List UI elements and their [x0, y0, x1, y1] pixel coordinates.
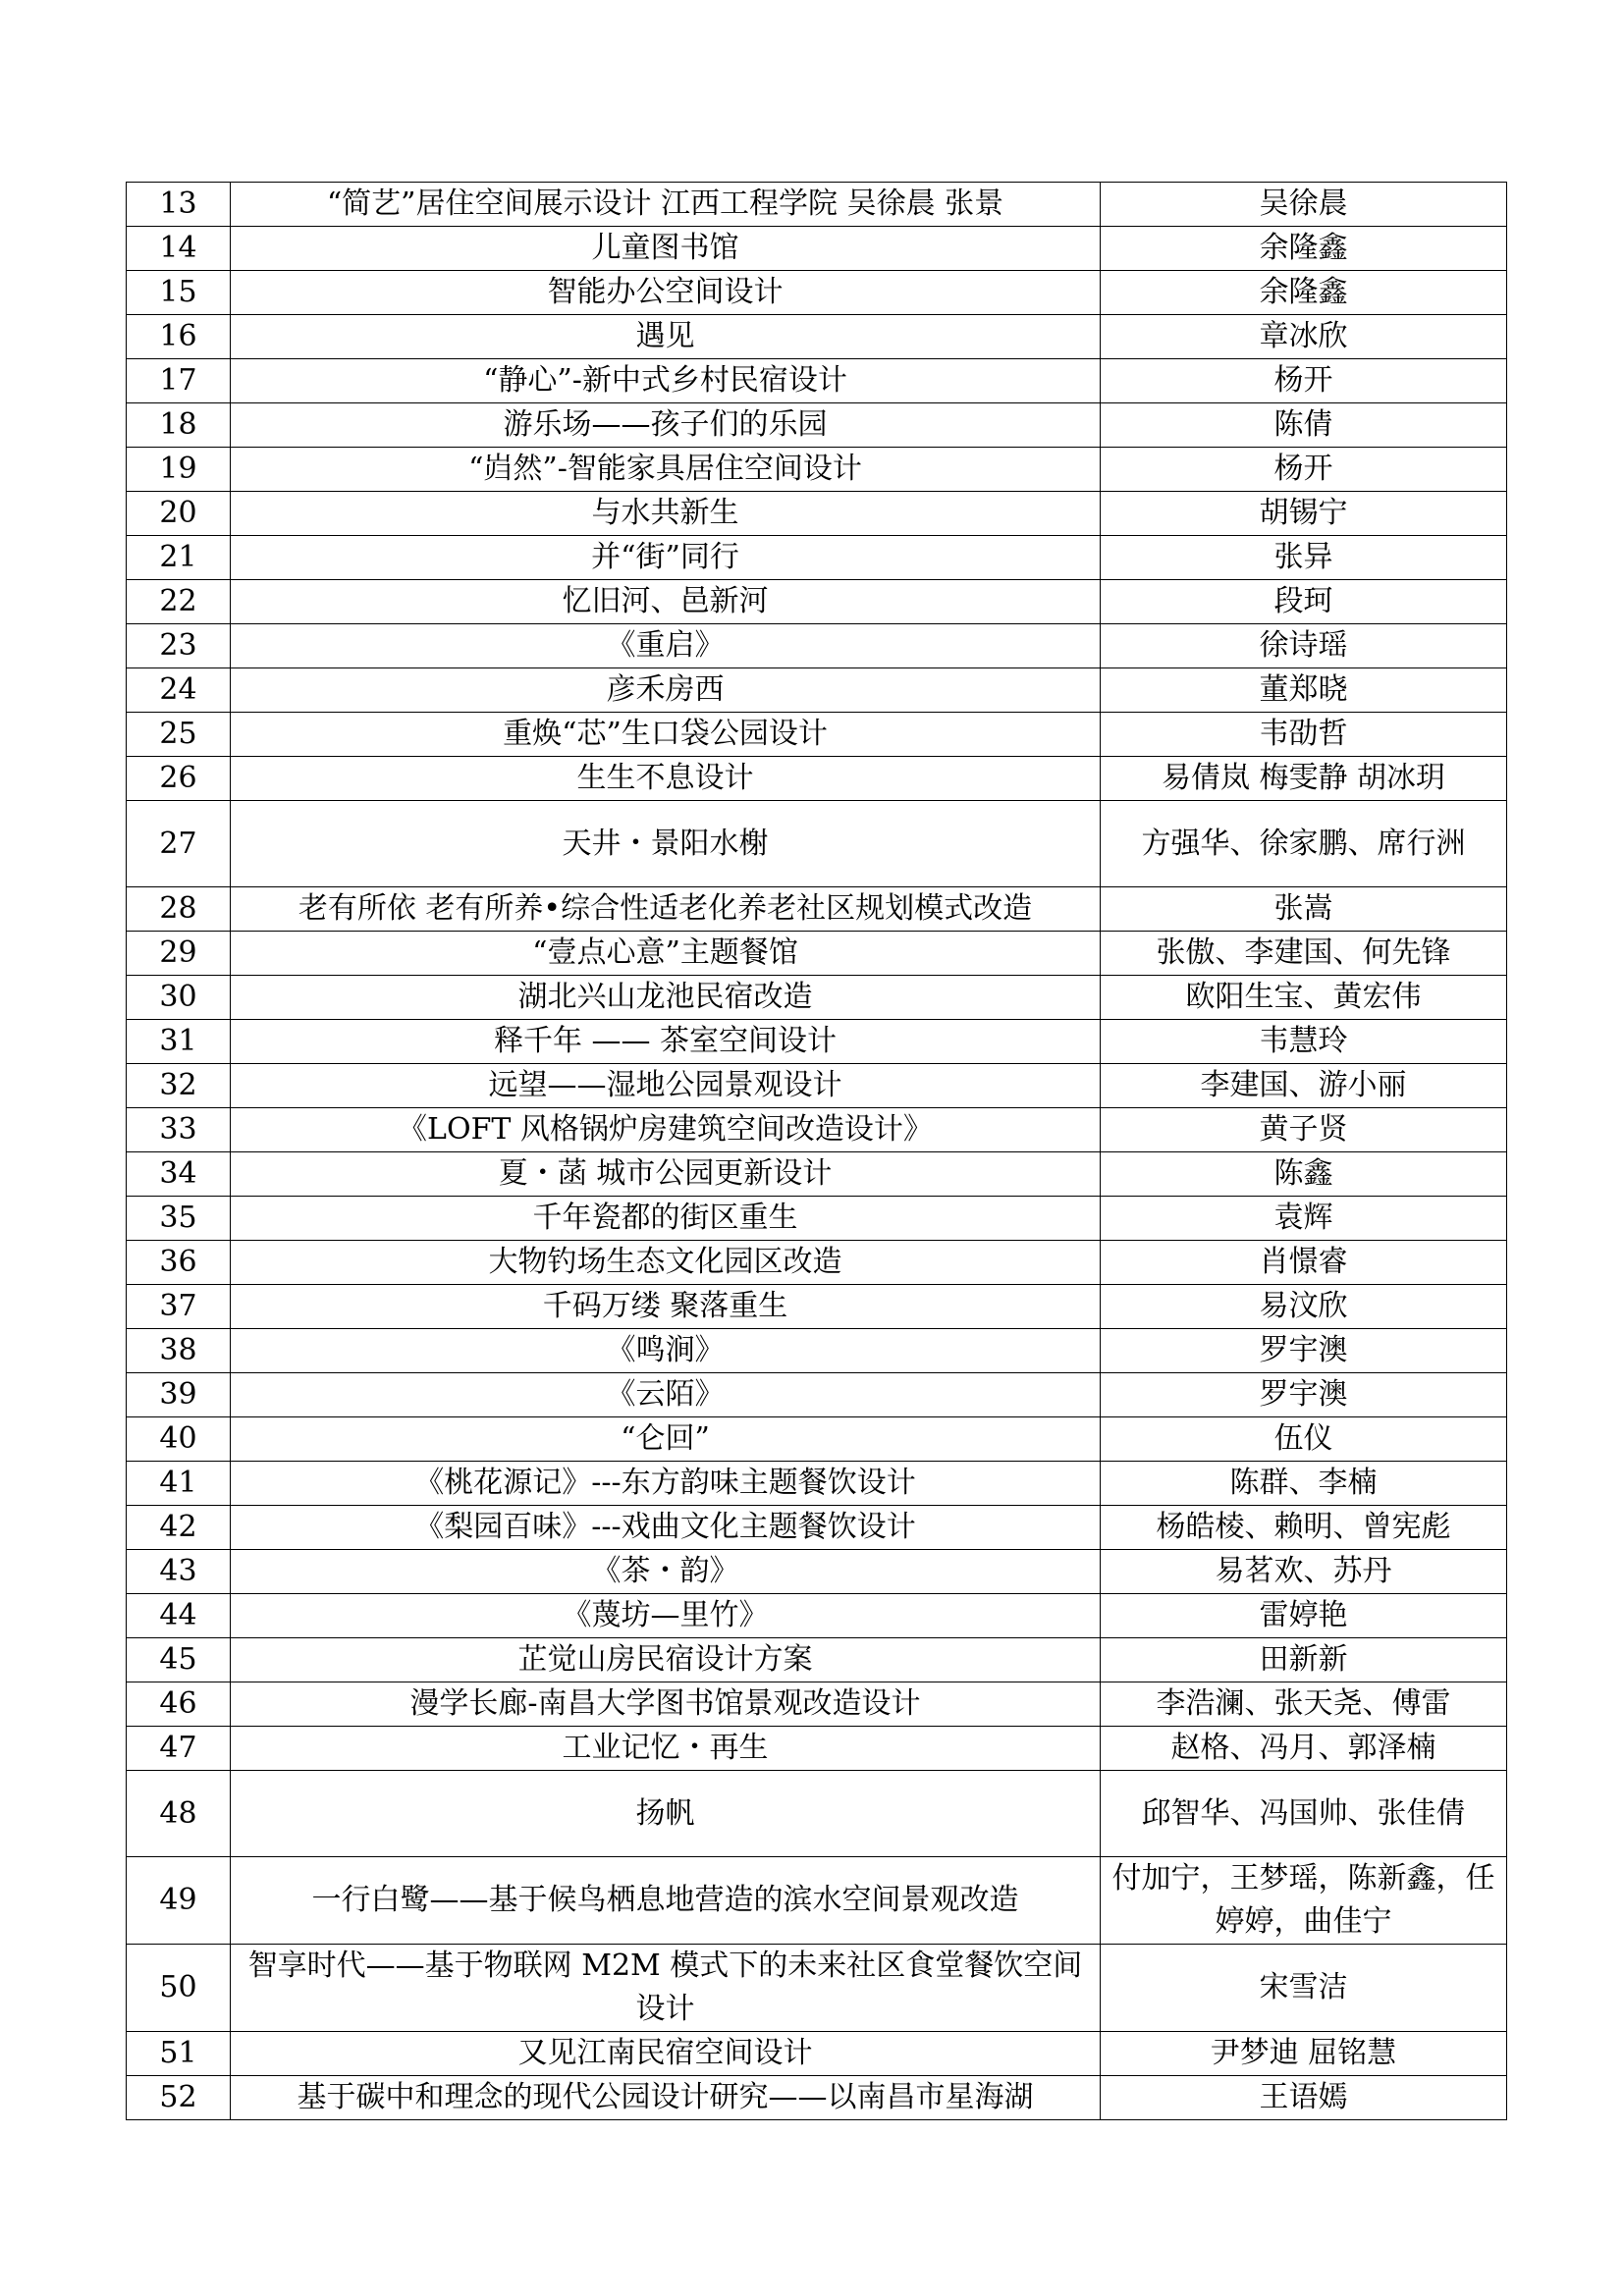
table-row: [127, 1417, 1507, 1462]
row-number-cell: 43: [127, 1550, 231, 1594]
table-row: [127, 1020, 1507, 1064]
project-title-cell: “壹点心意”主题餐馆: [231, 932, 1101, 976]
project-title-cell: “简艺”居住空间展示设计 江西工程学院 吴徐晨 张景: [231, 183, 1101, 227]
table-row: [127, 580, 1507, 624]
project-title-cell: 儿童图书馆: [231, 227, 1101, 271]
row-number-cell: 27: [127, 801, 231, 887]
project-title-cell: 老有所依 老有所养•综合性适老化养老社区规划模式改造: [231, 887, 1101, 932]
author-cell: 易倩岚 梅雯静 胡冰玥: [1101, 757, 1507, 801]
row-number-cell: 19: [127, 448, 231, 492]
table-row: [127, 801, 1507, 887]
row-number-cell: 29: [127, 932, 231, 976]
author-cell: 肖憬睿: [1101, 1241, 1507, 1285]
row-number-cell: 14: [127, 227, 231, 271]
project-title-cell: 远望——湿地公园景观设计: [231, 1064, 1101, 1108]
author-cell: 方强华、徐家鹏、席行洲: [1101, 801, 1507, 887]
project-title-cell: 《蔑坊—里竹》: [231, 1594, 1101, 1638]
row-number-cell: 46: [127, 1682, 231, 1727]
author-cell: 韦劭哲: [1101, 713, 1507, 757]
table-row: [127, 1638, 1507, 1682]
author-cell: 余隆鑫: [1101, 227, 1507, 271]
table-row: [127, 887, 1507, 932]
author-cell: 尹梦迪 屈铭慧: [1101, 2032, 1507, 2076]
project-title-cell: 夏・菡 城市公园更新设计: [231, 1152, 1101, 1197]
table-row: [127, 932, 1507, 976]
table-row: [127, 492, 1507, 536]
table-row: [127, 1329, 1507, 1373]
row-number-cell: 44: [127, 1594, 231, 1638]
table-row: [127, 713, 1507, 757]
project-title-cell: 芷觉山房民宿设计方案: [231, 1638, 1101, 1682]
author-cell: 易茗欢、苏丹: [1101, 1550, 1507, 1594]
project-title-cell: 大物钓场生态文化园区改造: [231, 1241, 1101, 1285]
author-cell: 李浩澜、张天尧、傅雷: [1101, 1682, 1507, 1727]
table-row: [127, 624, 1507, 668]
author-cell: 董郑晓: [1101, 668, 1507, 713]
row-number-cell: 36: [127, 1241, 231, 1285]
project-title-cell: 《梨园百味》---戏曲文化主题餐饮设计: [231, 1506, 1101, 1550]
table-row: [127, 403, 1507, 448]
project-title-cell: 释千年 —— 茶室空间设计: [231, 1020, 1101, 1064]
row-number-cell: 41: [127, 1462, 231, 1506]
row-number-cell: 24: [127, 668, 231, 713]
project-title-cell: 湖北兴山龙池民宿改造: [231, 976, 1101, 1020]
row-number-cell: 34: [127, 1152, 231, 1197]
table-row: [127, 1064, 1507, 1108]
row-number-cell: 48: [127, 1771, 231, 1857]
row-number-cell: 52: [127, 2076, 231, 2120]
project-title-cell: 忆旧河、邑新河: [231, 580, 1101, 624]
project-title-cell: “岿然”-智能家具居住空间设计: [231, 448, 1101, 492]
author-cell: 李建国、游小丽: [1101, 1064, 1507, 1108]
author-cell: 王语嫣: [1101, 2076, 1507, 2120]
project-title-cell: 生生不息设计: [231, 757, 1101, 801]
project-title-cell: 千码万缕 聚落重生: [231, 1285, 1101, 1329]
row-number-cell: 15: [127, 271, 231, 315]
project-title-cell: 遇见: [231, 315, 1101, 359]
table-row: [127, 1857, 1507, 1945]
author-cell: 邱智华、冯国帅、张佳倩: [1101, 1771, 1507, 1857]
author-cell: 张嵩: [1101, 887, 1507, 932]
row-number-cell: 47: [127, 1727, 231, 1771]
row-number-cell: 25: [127, 713, 231, 757]
table-row: [127, 1682, 1507, 1727]
project-title-cell: “静心”-新中式乡村民宿设计: [231, 359, 1101, 403]
row-number-cell: 38: [127, 1329, 231, 1373]
project-table-body: [127, 183, 1507, 2120]
project-title-cell: 漫学长廊-南昌大学图书馆景观改造设计: [231, 1682, 1101, 1727]
table-row: [127, 359, 1507, 403]
author-cell: 徐诗瑶: [1101, 624, 1507, 668]
project-title-cell: 《桃花源记》---东方韵味主题餐饮设计: [231, 1462, 1101, 1506]
row-number-cell: 39: [127, 1373, 231, 1417]
project-title-cell: 千年瓷都的街区重生: [231, 1197, 1101, 1241]
table-row: [127, 1285, 1507, 1329]
table-row: [127, 315, 1507, 359]
table-row: [127, 1241, 1507, 1285]
row-number-cell: 32: [127, 1064, 231, 1108]
row-number-cell: 28: [127, 887, 231, 932]
author-cell: 田新新: [1101, 1638, 1507, 1682]
row-number-cell: 26: [127, 757, 231, 801]
row-number-cell: 40: [127, 1417, 231, 1462]
project-title-cell: 《茶・韵》: [231, 1550, 1101, 1594]
row-number-cell: 45: [127, 1638, 231, 1682]
row-number-cell: 50: [127, 1945, 231, 2032]
table-row: [127, 976, 1507, 1020]
author-cell: 袁辉: [1101, 1197, 1507, 1241]
author-cell: 黄子贤: [1101, 1108, 1507, 1152]
row-number-cell: 35: [127, 1197, 231, 1241]
table-row: [127, 1197, 1507, 1241]
author-cell: 罗宇澳: [1101, 1329, 1507, 1373]
author-cell: 罗宇澳: [1101, 1373, 1507, 1417]
author-cell: 赵格、冯月、郭泽楠: [1101, 1727, 1507, 1771]
author-cell: 陈群、李楠: [1101, 1462, 1507, 1506]
row-number-cell: 37: [127, 1285, 231, 1329]
project-title-cell: 智享时代——基于物联网 M2M 模式下的未来社区食堂餐饮空间设计: [231, 1945, 1101, 2032]
project-title-cell: 一行白鹭——基于候鸟栖息地营造的滨水空间景观改造: [231, 1857, 1101, 1945]
row-number-cell: 17: [127, 359, 231, 403]
row-number-cell: 13: [127, 183, 231, 227]
author-cell: 陈鑫: [1101, 1152, 1507, 1197]
row-number-cell: 21: [127, 536, 231, 580]
table-row: [127, 1152, 1507, 1197]
table-row: [127, 1550, 1507, 1594]
table-row: [127, 757, 1507, 801]
author-cell: 胡锡宁: [1101, 492, 1507, 536]
table-row: [127, 1771, 1507, 1857]
table-row: [127, 1506, 1507, 1550]
project-title-cell: 《重启》: [231, 624, 1101, 668]
author-cell: 雷婷艳: [1101, 1594, 1507, 1638]
project-title-cell: 天井・景阳水榭: [231, 801, 1101, 887]
project-title-cell: 游乐场——孩子们的乐园: [231, 403, 1101, 448]
project-title-cell: 扬帆: [231, 1771, 1101, 1857]
row-number-cell: 42: [127, 1506, 231, 1550]
table-row: [127, 1945, 1507, 2032]
row-number-cell: 18: [127, 403, 231, 448]
project-title-cell: “仑回”: [231, 1417, 1101, 1462]
project-title-cell: 与水共新生: [231, 492, 1101, 536]
table-row: [127, 271, 1507, 315]
project-title-cell: 《LOFT 风格锅炉房建筑空间改造设计》: [231, 1108, 1101, 1152]
table-row: [127, 227, 1507, 271]
project-title-cell: 彦禾房西: [231, 668, 1101, 713]
row-number-cell: 22: [127, 580, 231, 624]
row-number-cell: 16: [127, 315, 231, 359]
row-number-cell: 30: [127, 976, 231, 1020]
table-row: [127, 1373, 1507, 1417]
row-number-cell: 49: [127, 1857, 231, 1945]
author-cell: 吴徐晨: [1101, 183, 1507, 227]
table-row: [127, 1594, 1507, 1638]
row-number-cell: 20: [127, 492, 231, 536]
table-row: [127, 668, 1507, 713]
project-title-cell: 智能办公空间设计: [231, 271, 1101, 315]
table-row: [127, 1462, 1507, 1506]
table-row: [127, 448, 1507, 492]
table-row: [127, 2076, 1507, 2120]
author-cell: 余隆鑫: [1101, 271, 1507, 315]
author-cell: 欧阳生宝、黄宏伟: [1101, 976, 1507, 1020]
author-cell: 杨开: [1101, 448, 1507, 492]
project-title-cell: 重焕“芯”生口袋公园设计: [231, 713, 1101, 757]
author-cell: 宋雪洁: [1101, 1945, 1507, 2032]
project-title-cell: 又见江南民宿空间设计: [231, 2032, 1101, 2076]
author-cell: 张傲、李建国、何先锋: [1101, 932, 1507, 976]
project-title-cell: 并“街”同行: [231, 536, 1101, 580]
author-cell: 付加宁，王梦瑶，陈新鑫，任婷婷，曲佳宁: [1101, 1857, 1507, 1945]
author-cell: 杨皓棱、赖明、曾宪彪: [1101, 1506, 1507, 1550]
project-title-cell: 工业记忆・再生: [231, 1727, 1101, 1771]
table-row: [127, 183, 1507, 227]
project-title-cell: 《云陌》: [231, 1373, 1101, 1417]
table-row: [127, 2032, 1507, 2076]
author-cell: 杨开: [1101, 359, 1507, 403]
table-row: [127, 1727, 1507, 1771]
project-table: [126, 182, 1507, 2120]
row-number-cell: 31: [127, 1020, 231, 1064]
row-number-cell: 51: [127, 2032, 231, 2076]
table-row: [127, 1108, 1507, 1152]
table-row: [127, 536, 1507, 580]
author-cell: 韦慧玲: [1101, 1020, 1507, 1064]
row-number-cell: 23: [127, 624, 231, 668]
author-cell: 段珂: [1101, 580, 1507, 624]
author-cell: 陈倩: [1101, 403, 1507, 448]
author-cell: 易汶欣: [1101, 1285, 1507, 1329]
project-title-cell: 《鸣涧》: [231, 1329, 1101, 1373]
author-cell: 章冰欣: [1101, 315, 1507, 359]
author-cell: 伍仪: [1101, 1417, 1507, 1462]
author-cell: 张异: [1101, 536, 1507, 580]
row-number-cell: 33: [127, 1108, 231, 1152]
project-title-cell: 基于碳中和理念的现代公园设计研究——以南昌市星海湖: [231, 2076, 1101, 2120]
